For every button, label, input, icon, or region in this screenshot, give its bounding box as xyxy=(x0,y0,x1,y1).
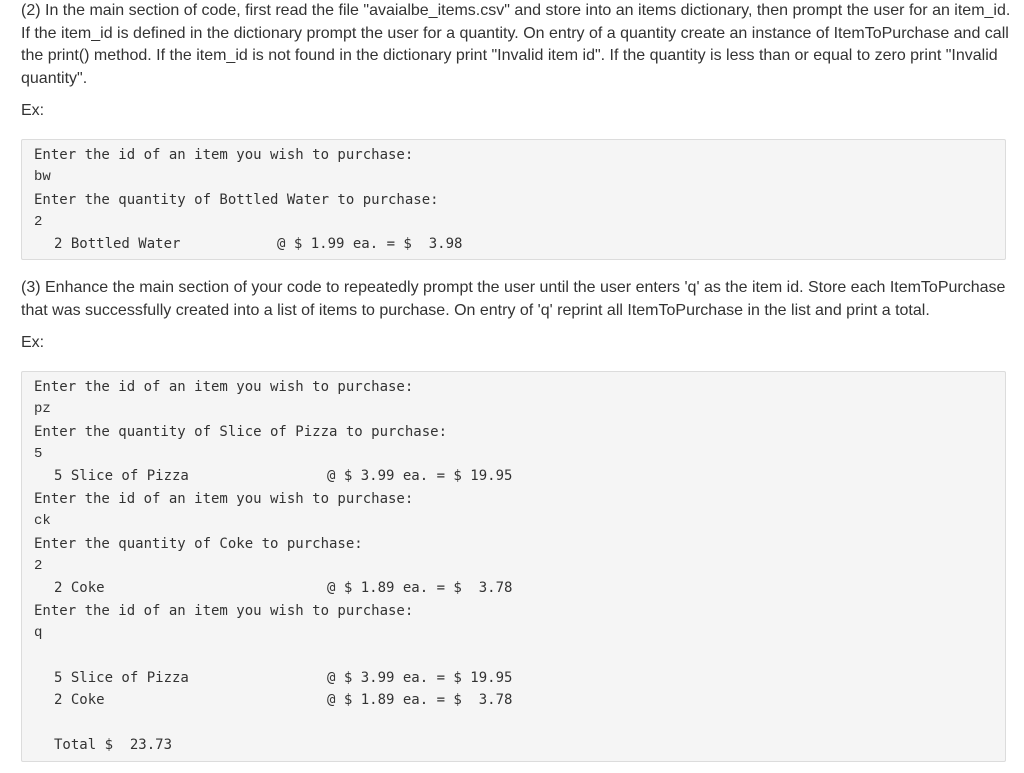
code-line-item-name: 2 Coke xyxy=(54,580,105,596)
code-line-summary-price: @ $ 3.99 ea. = $ 19.95 xyxy=(327,670,513,686)
code-line-prompt-id: Enter the id of an item you wish to purchase: xyxy=(34,147,414,163)
section-2-paragraph: (2) In the main section of code, first read the file "avaialbe_items.csv" and store into an items dictionary, then prompt the user for an item_id. If the item_id is defined in the dictionary prompt the user for a quantity. On entry of a quantity create an instance of ItemToPurchase and call the print() method. If the item_id is not found in the dictionary print "Invalid item id". If the quantity is less than or equal to zero print "Invalid quantity". xyxy=(21,2,1011,87)
code-line-item-name: 2 Bottled Water xyxy=(54,236,181,252)
code-line-input-id: q xyxy=(34,625,43,641)
code-line-item-price: @ $ 1.89 ea. = $ 3.78 xyxy=(327,580,513,596)
code-line-prompt-qty: Enter the quantity of Coke to purchase: xyxy=(34,536,363,552)
code-example-1 xyxy=(21,139,1006,260)
section-3-ex-label: Ex: xyxy=(21,334,45,351)
code-line-prompt-id: Enter the id of an item you wish to purchase: xyxy=(34,491,414,507)
section-2-ex-label: Ex: xyxy=(21,102,45,119)
code-line-input-id: pz xyxy=(34,401,51,417)
code-line-input-qty: 5 xyxy=(34,446,43,462)
code-line-input-id: bw xyxy=(34,169,51,185)
code-line-summary-price: @ $ 1.89 ea. = $ 3.78 xyxy=(327,692,513,708)
code-line-total: Total $ 23.73 xyxy=(54,737,173,753)
code-line-item-price: @ $ 1.99 ea. = $ 3.98 xyxy=(277,236,463,252)
code-line-input-id: ck xyxy=(34,513,51,529)
code-line-prompt-qty: Enter the quantity of Slice of Pizza to purchase: xyxy=(34,424,448,440)
code-line-input-qty: 2 xyxy=(34,214,43,230)
code-line-item-name: 5 Slice of Pizza xyxy=(54,468,189,484)
code-line-prompt-id: Enter the id of an item you wish to purchase: xyxy=(34,379,414,395)
code-line-summary-name: 2 Coke xyxy=(54,692,105,708)
section-3-paragraph: (3) Enhance the main section of your code to repeatedly prompt the user until the user enters 'q' as the item id. Store each ItemToPurchase that was successfully created into a list of items to purchase. On entry of 'q' reprint all ItemToPurchase in the list and print a total. xyxy=(21,279,1006,319)
code-line-prompt-qty: Enter the quantity of Bottled Water to purchase: xyxy=(34,192,439,208)
code-example-2 xyxy=(21,371,1006,762)
code-line-item-price: @ $ 3.99 ea. = $ 19.95 xyxy=(327,468,513,484)
code-line-summary-name: 5 Slice of Pizza xyxy=(54,670,189,686)
code-line-input-qty: 2 xyxy=(34,558,43,574)
code-line-prompt-id: Enter the id of an item you wish to purchase: xyxy=(34,603,414,619)
